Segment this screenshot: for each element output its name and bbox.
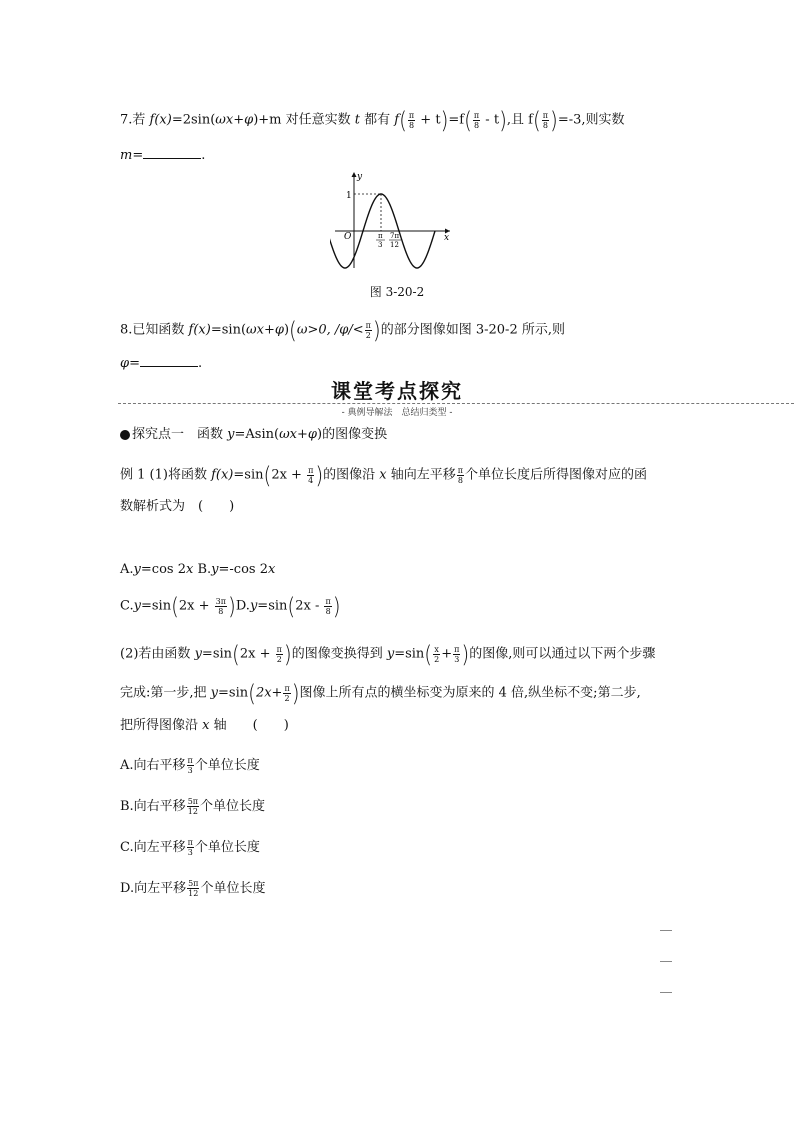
- figure-caption: 图 3-20-2: [369, 285, 425, 299]
- option-d-inner: 2x -: [295, 598, 324, 614]
- q8-text: 的部分图像如图 3-20-2 所示,则: [380, 322, 565, 338]
- example-1-part-1-line-2: [120, 497, 234, 517]
- paren-right: ): [283, 640, 292, 668]
- ex1-x-axis: x: [379, 467, 387, 483]
- ex2-x: x: [202, 718, 210, 733]
- fraction: $\frac{\pi}{4}$: [308, 465, 314, 485]
- q7-func-arg: (x): [154, 112, 172, 128]
- paren-left: (: [232, 640, 240, 668]
- example-1-part-2-line-2: [120, 679, 641, 707]
- option-d-unit: 个单位长度: [200, 881, 266, 896]
- question-8-line-1: [120, 316, 565, 344]
- q7-f: f: [394, 112, 400, 128]
- point1-end: )的图像变换: [317, 427, 388, 442]
- q7-period: .: [201, 148, 206, 163]
- paren-left: (: [287, 592, 296, 620]
- paren-left: (: [532, 106, 541, 134]
- ex1-text: 数解析式为 ( ): [120, 499, 235, 514]
- margin-dash: [660, 961, 672, 962]
- ex2-text: 轴 ( ): [209, 718, 289, 733]
- example-1-part-1-line-1: [120, 461, 648, 489]
- ex2-sin: =sin: [201, 646, 233, 662]
- ex2-y: y: [210, 685, 219, 701]
- q8-text: ): [283, 322, 290, 338]
- paren-right: ): [291, 679, 300, 707]
- ex2-text: 的图像,则可以通过以下两个步骤: [469, 646, 656, 662]
- question-7-line-2: [120, 146, 205, 166]
- answer-blank-q8[interactable]: [140, 354, 198, 367]
- tick-7pi-12-num: 7π: [390, 232, 400, 240]
- option-a-label: A.向右平移: [120, 758, 186, 773]
- y-one-label: 1: [346, 191, 352, 201]
- option-c-inner: 2x +: [178, 598, 214, 614]
- ex2-y: y: [386, 646, 395, 662]
- q7-func-f: f: [149, 112, 155, 128]
- paren-left: (: [289, 316, 297, 344]
- option-d-label: D.向左平移: [120, 881, 187, 896]
- ex1-text: 的图像沿: [323, 467, 380, 483]
- point1-formula: =Asin(: [234, 427, 280, 442]
- option-b-y: y: [211, 562, 219, 577]
- ex2-text: 的图像变换得到: [291, 646, 387, 662]
- q8-phi: φ: [120, 356, 130, 371]
- exploration-point-1: [120, 425, 387, 445]
- fraction: $\frac{\pi}{8}$: [408, 110, 415, 130]
- ex2-option-d[interactable]: [120, 879, 265, 899]
- ex2-option-c[interactable]: [120, 838, 260, 858]
- margin-dash: [660, 992, 672, 993]
- paren-right: ): [461, 640, 470, 668]
- origin-label: O: [344, 232, 352, 242]
- question-7-line-1: [120, 106, 625, 134]
- option-a-unit: 个单位长度: [194, 758, 260, 773]
- ex2-sin: =sin: [218, 685, 249, 701]
- q7-m: m: [120, 148, 133, 163]
- ex1-inner: 2x +: [271, 467, 307, 483]
- point1-y: y: [227, 427, 235, 442]
- q7-t: t: [354, 112, 361, 128]
- paren-right: ): [372, 316, 381, 344]
- q8-phi-eq: =: [129, 356, 141, 371]
- ex2-text: (2)若由函数: [120, 646, 195, 662]
- option-d-y: y: [249, 598, 258, 614]
- option-b-value: =-cos 2: [218, 562, 268, 577]
- q7-text: ,且 f: [506, 112, 533, 128]
- question-8-line-2: [120, 354, 202, 374]
- y-axis-arrow: [352, 172, 357, 177]
- tick-pi-3-num: π: [378, 232, 383, 240]
- tick-pi-3-den: 3: [378, 241, 383, 249]
- option-c-label: C.向左平移: [120, 840, 186, 855]
- paren-left: (: [248, 679, 256, 707]
- paren-left: (: [263, 461, 272, 489]
- paren-left: (: [399, 106, 407, 134]
- q7-m-eq: =: [132, 148, 144, 163]
- section-divider: [118, 403, 794, 404]
- answer-blank-q7[interactable]: [143, 146, 201, 159]
- y-axis-label: y: [357, 172, 363, 182]
- paren-right: ): [315, 461, 324, 489]
- option-a-y: y: [133, 562, 141, 577]
- option-d[interactable]: D.: [235, 598, 250, 614]
- option-b-x: x: [267, 562, 276, 577]
- ex1-sin: =sin: [233, 467, 264, 483]
- option-b-label: B.向右平移: [120, 799, 186, 814]
- q7-omega-x-phi: ωx+φ: [215, 112, 254, 128]
- q7-text: 对任意实数: [281, 112, 355, 128]
- sine-graph-figure: [330, 168, 460, 273]
- example-1-part-2-line-1: [120, 640, 656, 668]
- option-a-value: =cos 2: [140, 562, 186, 577]
- q7-text: =-3,则实数: [557, 112, 625, 128]
- paren-left: (: [171, 592, 179, 620]
- q7-plus-t: + t: [416, 112, 441, 128]
- fraction: $\frac{\pi}{8}$: [457, 465, 464, 485]
- fraction: $\frac{5\pi}{12}$: [187, 797, 199, 816]
- q8-x: (x): [193, 322, 211, 338]
- option-a[interactable]: A.: [120, 562, 134, 577]
- fraction: $\frac{\pi}{3}$: [454, 644, 460, 664]
- ex1-text: 例 1 (1)将函数: [120, 467, 212, 483]
- option-b[interactable]: B.: [193, 562, 212, 577]
- paren-left: (: [424, 640, 433, 668]
- ex2-inner: 2x+: [255, 685, 283, 701]
- margin-dash: [660, 930, 672, 931]
- fraction: $\frac{\pi}{8}$: [325, 596, 331, 616]
- q8-omega-x-phi: ωx+φ: [246, 322, 284, 338]
- ex2-text: 把所得图像沿: [120, 718, 203, 733]
- fraction: $\frac{5\pi}{12}$: [188, 879, 199, 898]
- example-1-options-cd: [120, 592, 341, 620]
- ex2-inner: 2x +: [239, 646, 275, 662]
- q7-plus-m: )+m: [253, 112, 282, 128]
- ex2-sin: =sin: [394, 646, 425, 662]
- ex2-text: 完成:第一步,把: [120, 685, 211, 701]
- option-a-x: x: [185, 562, 194, 577]
- ex1-f: f: [211, 467, 216, 483]
- fraction: $\frac{3\pi}{8}$: [215, 596, 227, 616]
- q7-eq-f: =f: [448, 112, 465, 128]
- ex2-plus: +: [441, 646, 453, 662]
- q7-minus-t: - t: [481, 112, 500, 128]
- paren-left: (: [464, 106, 472, 134]
- ex2-option-b[interactable]: [120, 797, 265, 817]
- fraction: $\frac{\pi}{3}$: [187, 838, 193, 857]
- point1-omx: ωx+φ: [279, 427, 317, 442]
- fraction: $\frac{\pi}{2}$: [365, 320, 371, 340]
- option-c-unit: 个单位长度: [194, 840, 260, 855]
- tick-7pi-12-den: 12: [390, 241, 399, 249]
- example-1-part-2-line-3: [120, 716, 289, 736]
- example-1-options-ab: [120, 560, 275, 580]
- section-title: 课堂考点探究: [331, 379, 463, 403]
- ex1-text: 轴向左平移: [386, 467, 456, 483]
- option-b-unit: 个单位长度: [200, 799, 266, 814]
- paren-right: ): [499, 106, 507, 134]
- x-axis-label: x: [444, 233, 450, 243]
- section-subtitle: - 典例导解法 总结归类型 -: [341, 408, 453, 418]
- q7-eq: =2sin(: [171, 112, 216, 128]
- fraction: $\frac{\pi}{8}$: [542, 110, 549, 130]
- q8-text: =sin(: [210, 322, 247, 338]
- fraction: $\frac{\pi}{2}$: [284, 683, 290, 703]
- q8-f: f: [188, 322, 194, 338]
- ex2-y: y: [194, 646, 202, 662]
- fraction: $\frac{\pi}{8}$: [473, 110, 480, 130]
- ex1-x: (x): [215, 467, 234, 483]
- q8-condition: ω>0, /φ/<: [296, 322, 364, 338]
- option-c-y: y: [133, 598, 141, 614]
- paren-right: ): [228, 592, 236, 620]
- option-c-sin: =sin: [140, 598, 172, 614]
- fraction: $\frac{\pi}{2}$: [276, 644, 282, 664]
- q7-number: 7.若: [120, 112, 150, 128]
- paren-right: ): [332, 592, 341, 620]
- ex1-text: 个单位长度后所得图像对应的函: [465, 467, 648, 483]
- q8-period: .: [198, 356, 203, 371]
- point1-label: 探究点一 函数: [132, 427, 228, 442]
- q7-text: 都有: [360, 112, 395, 128]
- ex2-text: 图像上所有点的横坐标变为原来的 4 倍,纵坐标不变;第二步,: [299, 685, 641, 701]
- paren-right: ): [440, 106, 449, 134]
- q8-text: 8.已知函数: [120, 322, 189, 338]
- paren-right: ): [550, 106, 558, 134]
- fraction: $\frac{\pi}{3}$: [187, 756, 193, 775]
- ex2-option-a[interactable]: [120, 756, 260, 776]
- option-d-sin: =sin: [257, 598, 288, 614]
- fraction: $\frac{x}{2}$: [434, 644, 440, 664]
- bullet-icon: [120, 430, 130, 440]
- option-c[interactable]: C.: [120, 598, 134, 614]
